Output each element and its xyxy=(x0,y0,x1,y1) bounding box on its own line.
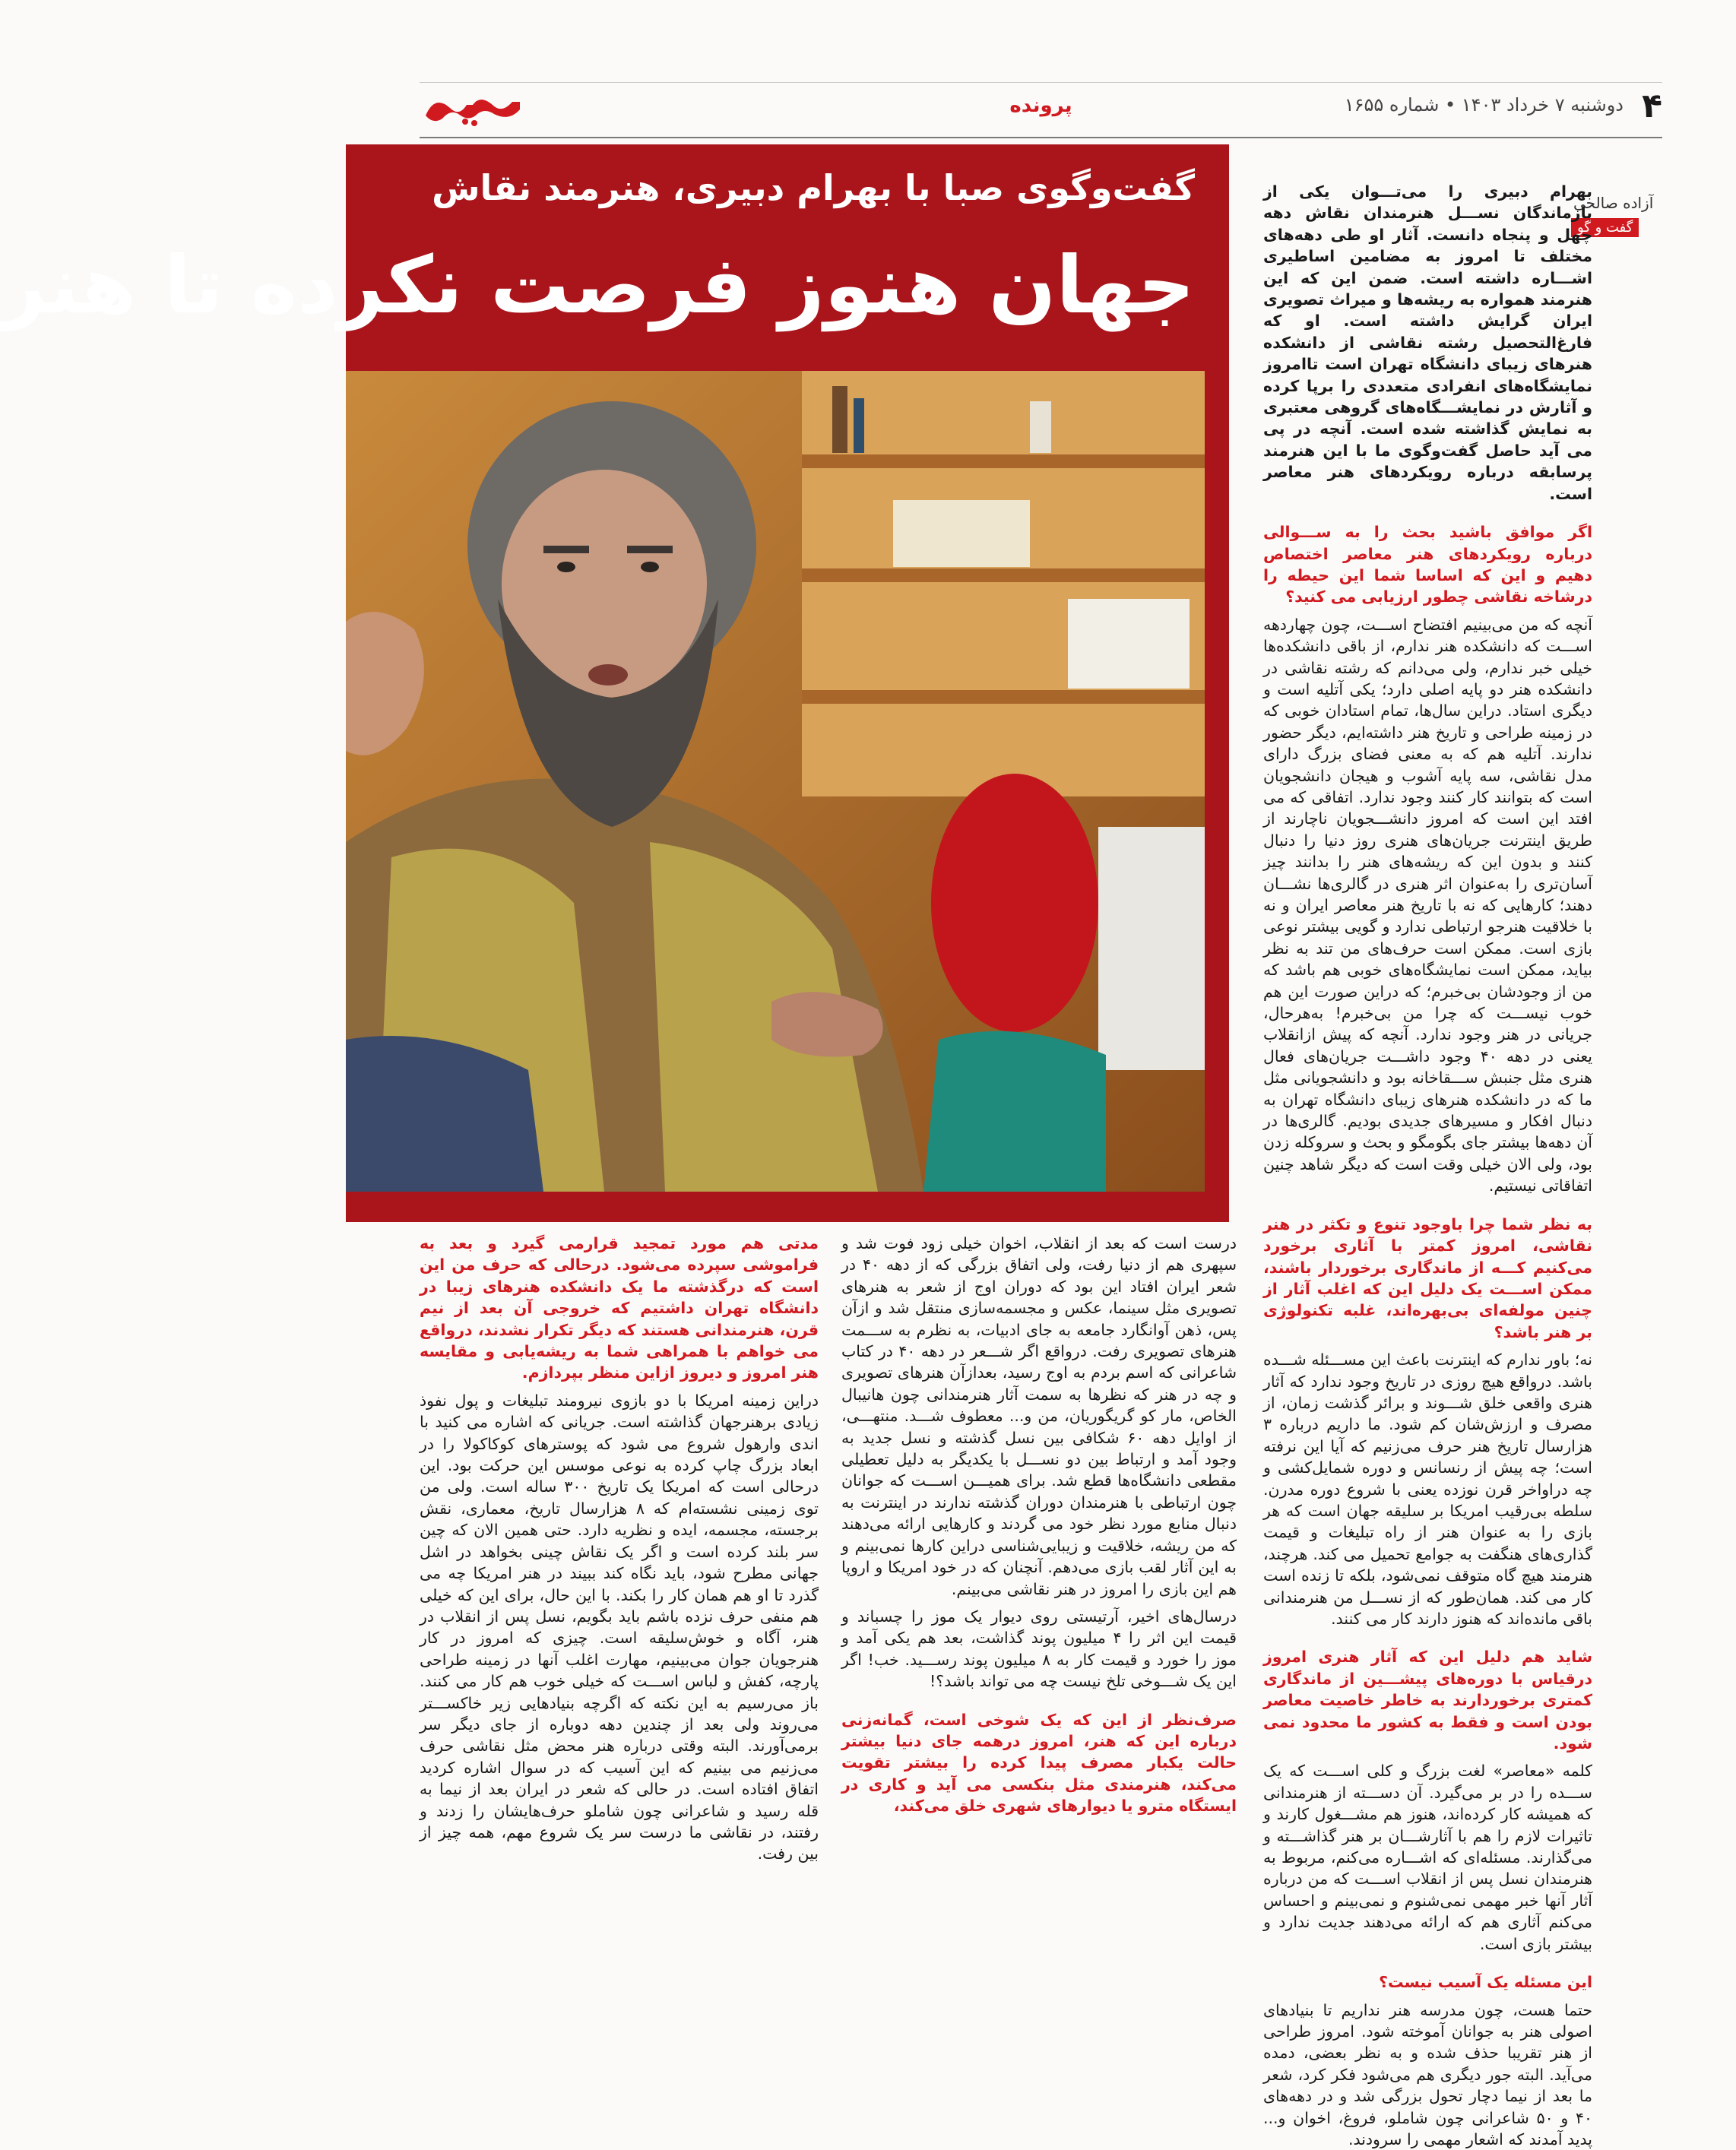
answer-5: دراین زمینه امریکا با دو بازوی نیرومند تبلیغات و پول نفوذ زیادی برهنرجهان گذاشته است. جریانی که اشاره می کنید با اندی وارهول شروع می شود که پوسترهای کوکاکولا را در ابعاد بزرگ چاپ کرده به نوعی موسس این حرکت بود. این درحالی است که امریکا یک تاریخ ۳۰۰ ساله است. ولی من توی زمینی نشسته‌ام که ۸ هزارسال تاریخ، معماری، نقش برجسته، مجسمه، ایده و نظریه دارد. حتی همین الان که چین سر بلند کرده است و اگر یک نقاش چینی بخواهد در اشل جهانی مطرح شود، باید نگاه کند ببیند در هنر امریکا چه می گذرد تا او هم همان کار را بکند. با این حال، برای این که خیلی هم منفی حرف نزده باشم باید بگویم، نسل پس از انقلاب در هنر، آگاه و خوش‌سلیقه است. چیزی که امروز در کار هنرجویان جوان می‌بینیم، مهارت اغلب آنها در زمینه طراحی پارچه، کفش و لباس اســـت که خیلی خوب هم کار می کنند. باز می‌رسیم به این نکته که اگرچه بنیادهایی زیر خاکســـتر می‌روند ولی بعد از چندین دهه دوباره از جای دیگر سر برمی‌آورند. البته وقتی درباره هنر محض مثل نقاشی حرف می‌زنیم می بینیم که این آسیب که در سوال اشاره کردید اتفاق افتاده است. در حالی که شعر در ایران بعد از نیما به قله رسید و شاعرانی چون شاملو حرف‌هایشان را زدند و رفتند، در نقاشی ما درست سر یک شروع مهم، همه چیز از بین رفت. xyxy=(420,1390,819,1865)
portrait-photo xyxy=(346,371,1205,1192)
header-divider xyxy=(420,137,1662,138)
subheadline: گفت‌وگوی صبا با بهرام دبیری، هنرمند نقاش xyxy=(432,167,1195,208)
answer-1: آنچه که من می‌بینیم افتضاح اســـت، چون چهاردهه اســـت که دانشکده هنر ندارم، از باقی دانشکده‌ها خیلی خبر ندارم، ولی می‌دانم که رشته نقاشی در دانشکده هنر دو پایه اصلی دارد؛ یکی آتلیه است و دیگری استاد. دراین سال‌ها، تمام استادان خوبی که در زمینه طراحی و تاریخ هنر داشته‌ایم، دیگر حضور ندارند. آتلیه هم که به معنی فضای بزرگ دارای مدل نقاشی، سه پایه آشوب و هیجان دانشجویان است که بتوانند کار کنند وجود ندارد. اتفاقی که می افتد این است که امروز دانشـــجویان ناچارند از طریق اینترنت جریان‌های هنری روز دنیا را دنبال کنند و بدون این که ریشه‌های هنر را بدانند چیز آسان‌تری را به‌عنوان اثر هنری در گالری‌ها نشـــان دهند؛ کارهایی که نه با تاریخ هنر معاصر ایران و نه با خلاقیت هنرجو ارتباطی ندارد و گویی بیشتر نوعی بازی است. ممکن است حرف‌های من تند به نظر بیاید، ممکن است نمایشگاه‌های خوبی هم باشد که من از وجودشان بی‌خبرم؛ که دراین صورت این هم خوب نیســـت که چرا من بی‌خبرم! به‌هرحال، جریانی در هنر وجود ندارد. آنچه که پیش ازانقلاب یعنی در دهه ۴۰ وجود داشـــت جریان‌های فعال هنری مثل جنبش ســـقاخانه بود و دانشجویانی مثل ما که در دانشکده هنرهای زیبای دانشگاه تهران به دنبال افکار و مسیرهای جدیدی بودیم. گالری‌ها در آن دهه‌ها بیشتر جای بگومگو و بحث و سروکله زدن بود، ولی الان خیلی وقت است که دیگر شاهد چنین اتفاقاتی نیستیم. xyxy=(1263,614,1592,1197)
question-1: اگر موافق باشید بحث را به ســـوالی درباره رویکردهای هنر معاصر اختصاص دهیم و این که اساسا شما این حیطه را درشاخه نقاشی چطور ارزیابی می کنید؟ xyxy=(1263,521,1592,608)
page-number: ۴ xyxy=(1642,87,1662,126)
middle-paragraph-2: درسال‌های اخیر، آرتیستی روی دیوار یک موز را چسباند و قیمت این اثر را ۴ میلیون پوند گذاشت، بعد هم یکی آمد و موز را خورد و قیمت کار به ۸ میلیون پوند رســـید. خب! اگر این یک شـــوخی تلخ نیست چه می تواند باشد؟! xyxy=(841,1606,1237,1692)
genre-tag: گفت و گو xyxy=(1571,218,1639,237)
answer-2: نه؛ باور ندارم که اینترنت باعث این مســـئله شـــده باشد. درواقع هیچ روزی در تاریخ وجود ندارد که آثار هنری واقعی خلق شـــوند و برائر گذشت زمان، از مصرف و ارزش‌شان کم شود. ما داریم درباره ۳ هزارسال تاریخ هنر حرف می‌زنیم که آیا این نرفته است؛ چه پیش از رنسانس و دوره شمایل‌کشی و چه دراواخر قرن نوزده یعنی با شروع دوره مدرن. سلطه بی‌رقیب امریکا بر سلیقه جهان است که هر بازی را به عنوان هنر از راه تبلیغات و قیمت گذاری‌های هنگفت به جوامع تحمیل می کند. هرچند، هنرمند هیچ گاه متوقف نمی‌شود، بلکه تا زنده است کار می کند. همان‌طور که از نســـل من هنرمندانی باقی مانده‌اند که هنوز دارند کار می کنند. xyxy=(1263,1349,1592,1629)
question-3: شاید هم دلیل این که آثار هنری امروز درقیاس با دوره‌های پیشـــین از ماندگاری کمتری برخوردارند به خاطر خاصیت معاصر بودن است و فقط به کشور ما محدود نمی شود. xyxy=(1263,1646,1592,1754)
saba-logo xyxy=(420,85,526,131)
question-5-continued: مدتی هم مورد تمجید قرارمی گیرد و بعد به فراموشی سپرده می‌شود. درحالی که حرف من این است که درگذشته ما یک دانشکده هنرهای زیبا در دانشگاه تهران داشتیم که خروجی آن بعد از نیم قرن، هنرمندانی هستند که دیگر تکرار نشدند، درواقع می خواهم با همراهی شما به ریشه‌یابی و مقایسه هنر امروز و دیروز ازاین منظر بپردازم. xyxy=(420,1233,819,1384)
section-title: پرونده xyxy=(1009,94,1072,117)
middle-paragraph-1: درست است که بعد از انقلاب، اخوان خیلی زود فوت شد و سپهری هم از دنیا رفت، ولی اتفاق بزرگی که از دهه ۴۰ در شعر ایران افتاد این بود که دوران اوج از شعر به هنرهای تصویری مثل سینما، عکس و مجسمه‌سازی منتقل شد و ازآن پس، ذهن آوانگارد جامعه به جای ادبیات، به نظرم به ســـمت هنرهای تصویری رفت. درواقع اگر شـــعر در دهه ۴۰ در کتاب شاعرانی که اسم بردم به اوج رسید، بعدازآن هنرهای تصویری و چه در هنر که نظرها به سمت آثار هنرمندانی چون هانیبال الخاص، مار کو گریگوریان، من و... معطوف شـــد. منتهـــی، از اوایل دهه ۶۰ شکافی بین نسل گذشته و نسل جدید به وجود آمد و ارتباط بین دو نســـل با یکدیگر به دلیل تعطیلی مقطعی دانشگاه‌ها قطع شد. برای همیـــن اســـت که جوانان چون ارتباطی با هنرمندان دوران گذشته ندارند در اینترنت به دنبال منابع مورد نظر خود می گردند و کارهایی ارائه می‌دهند که من ریشه، خلاقیت و زیبایی‌شناسی دراین کارها نمی‌بینم و به این آثار لقب بازی می‌دهم. آنچنان که در خود امریکا و اروپا هم این بازی را امروز در هنر نقاشی می‌بینم. xyxy=(841,1233,1237,1600)
issue-info: دوشنبه ۷ خرداد ۱۴۰۳ • شماره ۱۶۵۵ xyxy=(1345,94,1624,116)
question-2: به نظر شما چرا باوجود تنوع و تکثر در هنر نقاشی، امروز کمتر با آثاری برخورد می‌کنیم کـــه از ماندگاری برخوردار باشند، ممکن اســـت یک دلیل این که اغلب آثار از چنین مولفه‌ای بی‌بهره‌اند، غلبه تکنولوژی بر هنر باشد؟ xyxy=(1263,1214,1592,1343)
top-rule xyxy=(420,82,1662,83)
question-4: این مسئله یک آسیب نیست؟ xyxy=(1263,1971,1592,1993)
article-column-left xyxy=(420,1233,819,1865)
answer-3: کلمه «معاصر» لغت بزرگ و کلی اســـت که یک ســـده را در بر می‌گیرد. آن دســـته از هنرمندانی که همیشه کار کرده‌اند، هنوز هم مشـــغول کارند و تاثیرات لازم را هم با آثارشـــان بر هنر گذاشـــته و می‌گذارند. مسئله‌ای که اشـــاره می‌کنم، مربوط به هنرمندان نسل پس از انقلاب اســـت که من درباره آثار آنها خبر مهمی نمی‌شنوم و نمی‌بینم و احساس می‌کنم آثاری هم که ارائه می‌دهند جدیت ندارد و بیشتر بازی است. xyxy=(1263,1760,1592,1955)
answer-4: حتما هست، چون مدرسه هنر نداریم تا بنیادهای اصولی هنر به جوانان آموخته شود. امروز طراحی از هنر تقریبا حذف شده و به نظر بعضی، دمده می‌آید. البته جور دیگری هم می‌شود فکر کرد، شعر ما بعد از نیما دچار تحول بزرگی شد و در دهه‌های ۴۰ و ۵۰ شاعرانی چون شاملو، فروغ، اخوان و... پدید آمدند که اشعار مهمی را سرودند. xyxy=(1263,2000,1592,2150)
headline: جهان هنوز فرصت نکرده تا هنر xyxy=(0,236,1195,334)
intro-paragraph: بهرام دبیری را می‌تـــوان یکی از بازماندگان نســـل هنرمندان نقاش دهه چهل و پنجاه دانست. آثار او طی دهه‌های مختلف تا امروز به مضامین اساطیری اشـــاره داشته است. ضمن این که این هنرمند همواره به ریشه‌ها و میراث تصویری ایران گرایش داشته است. او که فارغ‌التحصیل رشته نقاشی از دانشکده هنرهای زیبای دانشگاه تهران است تاامروز نمایشگاه‌های انفرادی متعددی را برپا کرده و آثارش در نمایشـــگاه‌های گروهی معتبری به نمایش گذاشته شده است. آنچه در پی می آید حاصل گفت‌وگوی ما با این هنرمند پرسابقه درباره رویکردهای هنر معاصر است. xyxy=(1263,181,1592,505)
author-name: آزاده صالحی xyxy=(1573,194,1653,212)
question-5: صرف‌نظر از این که یک شوخی است، گمانه‌زنی درباره این که هنر، امروز درهمه جای دنیا بیشتر حالت یکبار مصرف پیدا کرده را بیشتر تقویت می‌کند، هنرمندی مثل بنکسی می آید و کاری در ایستگاه مترو یا دیوارهای شهری خلق می‌کند، xyxy=(841,1709,1237,1817)
article-column-right xyxy=(1263,181,1592,2150)
article-column-middle xyxy=(841,1233,1237,1823)
